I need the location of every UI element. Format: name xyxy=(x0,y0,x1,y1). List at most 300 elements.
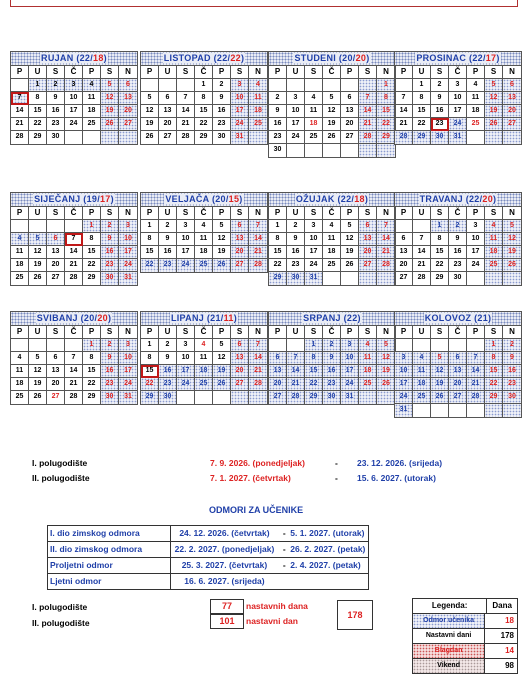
day-cell: 24 xyxy=(449,118,467,131)
day-cell: 28 xyxy=(287,391,305,404)
day-cell: 14 xyxy=(65,365,83,378)
day-cell: 25 xyxy=(359,378,377,391)
day-cell: 1 xyxy=(141,339,159,352)
day-cell: 15 xyxy=(141,365,159,378)
day-cell: 26 xyxy=(101,118,119,131)
day-cell: 8 xyxy=(195,92,213,105)
weekday-header: S xyxy=(177,66,195,79)
day-cell: 9 xyxy=(287,233,305,246)
month-days xyxy=(141,326,267,404)
weekday-header: S xyxy=(177,207,195,220)
day-cell: 9 xyxy=(159,352,177,365)
day-cell: 16 xyxy=(269,118,287,131)
day-cell: 10 xyxy=(231,92,249,105)
day-cell: 6 xyxy=(269,352,287,365)
weekday-header: Č xyxy=(449,326,467,339)
day-cell: 29 xyxy=(29,131,47,144)
day-cell: 15 xyxy=(485,365,503,378)
weekday-header: P xyxy=(467,66,485,79)
legend-value: 14 xyxy=(505,646,514,655)
day-cell: 12 xyxy=(323,105,341,118)
day-cell: 28 xyxy=(177,131,195,144)
weekday-header: N xyxy=(503,66,521,79)
month-header xyxy=(11,312,137,326)
day-cell: 17 xyxy=(287,118,305,131)
legend-value: 178 xyxy=(500,631,514,640)
day-cell: 17 xyxy=(119,365,137,378)
break-row xyxy=(48,526,368,542)
day-cell: 7 xyxy=(11,92,29,105)
day-cell: 28 xyxy=(377,259,395,272)
day-cell: 2 xyxy=(503,339,521,352)
day-cell: 20 xyxy=(159,118,177,131)
day-cell: 27 xyxy=(359,259,377,272)
empty-cell xyxy=(11,339,29,352)
day-cell: 14 xyxy=(359,105,377,118)
weekday-header: P xyxy=(395,207,413,220)
day-cell: 1 xyxy=(141,220,159,233)
day-cell: 28 xyxy=(249,378,267,391)
weekday-header: P xyxy=(269,207,287,220)
empty-cell xyxy=(287,79,305,92)
weekday-header: P xyxy=(141,326,159,339)
day-cell: 31 xyxy=(119,391,137,404)
day-cell: 28 xyxy=(249,259,267,272)
empty-cell xyxy=(359,272,377,285)
day-cell: 3 xyxy=(305,220,323,233)
empty-cell xyxy=(323,144,341,157)
day-cell: 3 xyxy=(119,339,137,352)
day-cell: 22 xyxy=(83,259,101,272)
weekday-header: P xyxy=(83,326,101,339)
day-cell: 11 xyxy=(11,246,29,259)
month-days xyxy=(11,66,137,144)
empty-cell xyxy=(29,220,47,233)
summary-2-unit: nastavni dan xyxy=(246,616,298,626)
empty-cell xyxy=(449,404,467,417)
day-cell: 17 xyxy=(119,246,137,259)
legend-value: 98 xyxy=(505,661,514,670)
day-cell: 17 xyxy=(65,105,83,118)
day-cell: 16 xyxy=(47,105,65,118)
day-cell: 2 xyxy=(323,339,341,352)
day-cell: 23 xyxy=(449,259,467,272)
empty-cell xyxy=(159,79,177,92)
day-cell: 26 xyxy=(213,378,231,391)
day-cell: 1 xyxy=(377,79,395,92)
weekday-header: S xyxy=(231,326,249,339)
weekday-header: N xyxy=(249,207,267,220)
day-cell: 24 xyxy=(65,118,83,131)
day-cell: 14 xyxy=(11,105,29,118)
day-cell: 22 xyxy=(83,378,101,391)
day-cell: 18 xyxy=(323,246,341,259)
day-cell: 21 xyxy=(249,246,267,259)
day-cell: 7 xyxy=(249,220,267,233)
day-cell: 21 xyxy=(177,118,195,131)
empty-cell xyxy=(195,391,213,404)
empty-cell xyxy=(377,391,395,404)
day-cell: 21 xyxy=(377,246,395,259)
day-cell: 7 xyxy=(395,92,413,105)
day-cell: 31 xyxy=(119,272,137,285)
empty-cell xyxy=(287,339,305,352)
day-cell: 10 xyxy=(65,92,83,105)
day-cell: 8 xyxy=(141,233,159,246)
day-cell: 16 xyxy=(503,365,521,378)
day-cell: 6 xyxy=(119,79,137,92)
day-cell: 27 xyxy=(47,272,65,285)
weekday-header: Č xyxy=(323,66,341,79)
day-cell: 1 xyxy=(413,79,431,92)
day-cell: 13 xyxy=(231,233,249,246)
day-cell: 30 xyxy=(269,144,287,157)
empty-cell xyxy=(377,144,395,157)
day-cell: 11 xyxy=(305,105,323,118)
day-cell: 19 xyxy=(503,246,521,259)
day-cell: 2 xyxy=(101,220,119,233)
day-cell: 9 xyxy=(159,233,177,246)
empty-cell xyxy=(323,272,341,285)
summary-1-label: I. polugodište xyxy=(32,602,88,612)
day-cell: 11 xyxy=(485,233,503,246)
day-cell: 27 xyxy=(231,259,249,272)
day-cell: 5 xyxy=(485,79,503,92)
day-cell: 13 xyxy=(47,365,65,378)
day-cell: 20 xyxy=(47,259,65,272)
day-cell: 22 xyxy=(195,118,213,131)
day-cell: 16 xyxy=(323,365,341,378)
day-cell: 15 xyxy=(305,365,323,378)
day-cell: 27 xyxy=(395,272,413,285)
day-cell: 10 xyxy=(119,352,137,365)
day-cell: 8 xyxy=(377,92,395,105)
day-cell: 30 xyxy=(47,131,65,144)
empty-cell xyxy=(413,404,431,417)
day-cell: 21 xyxy=(65,378,83,391)
empty-cell xyxy=(485,272,503,285)
day-cell: 23 xyxy=(101,378,119,391)
month-header xyxy=(141,52,267,66)
empty-cell xyxy=(11,220,29,233)
day-cell: 20 xyxy=(503,105,521,118)
day-cell: 18 xyxy=(359,365,377,378)
day-cell: 2 xyxy=(213,79,231,92)
day-cell: 25 xyxy=(413,391,431,404)
day-cell: 19 xyxy=(341,246,359,259)
weekday-header: P xyxy=(141,207,159,220)
day-cell: 22 xyxy=(413,118,431,131)
weekday-header: P xyxy=(213,326,231,339)
empty-cell xyxy=(47,220,65,233)
empty-cell xyxy=(305,79,323,92)
day-cell: 3 xyxy=(119,220,137,233)
weekday-header: S xyxy=(359,326,377,339)
empty-cell xyxy=(269,339,287,352)
empty-cell xyxy=(467,272,485,285)
empty-cell xyxy=(177,391,195,404)
day-cell: 5 xyxy=(323,92,341,105)
empty-cell xyxy=(341,144,359,157)
day-cell: 20 xyxy=(119,105,137,118)
day-cell: 4 xyxy=(195,339,213,352)
weekday-header: S xyxy=(47,326,65,339)
day-cell: 16 xyxy=(101,246,119,259)
day-cell: 15 xyxy=(83,365,101,378)
day-cell: 17 xyxy=(177,365,195,378)
month-days xyxy=(269,66,395,157)
month-days xyxy=(141,207,267,272)
day-cell: 24 xyxy=(119,259,137,272)
legend-swatch-label: Odmor učenika xyxy=(413,614,485,628)
month-srpanj xyxy=(268,311,396,405)
day-cell: 27 xyxy=(119,118,137,131)
day-cell: 29 xyxy=(141,391,159,404)
day-cell: 1 xyxy=(269,220,287,233)
day-cell: 5 xyxy=(341,220,359,233)
month-header xyxy=(395,312,521,326)
month-header xyxy=(11,52,137,66)
break-dash: - xyxy=(282,560,286,570)
empty-cell xyxy=(231,391,249,404)
day-cell: 23 xyxy=(269,131,287,144)
day-cell: 2 xyxy=(101,339,119,352)
empty-cell xyxy=(101,131,119,144)
weekday-header: U xyxy=(29,207,47,220)
day-cell: 26 xyxy=(485,118,503,131)
month-veljača xyxy=(140,192,268,273)
day-cell: 25 xyxy=(195,259,213,272)
day-cell: 31 xyxy=(341,391,359,404)
month-travanj xyxy=(394,192,522,286)
day-cell: 22 xyxy=(305,378,323,391)
day-cell: 15 xyxy=(269,246,287,259)
break-from: 25. 3. 2027. (četvrtak) xyxy=(181,560,268,570)
day-cell: 12 xyxy=(485,92,503,105)
day-cell: 25 xyxy=(11,391,29,404)
day-cell: 6 xyxy=(359,220,377,233)
empty-cell xyxy=(413,220,431,233)
day-cell: 3 xyxy=(177,339,195,352)
empty-cell xyxy=(431,404,449,417)
day-cell: 25 xyxy=(485,259,503,272)
day-cell: 12 xyxy=(141,105,159,118)
day-cell: 11 xyxy=(413,365,431,378)
day-cell: 12 xyxy=(431,365,449,378)
day-cell: 9 xyxy=(431,92,449,105)
day-cell: 16 xyxy=(287,246,305,259)
day-cell: 10 xyxy=(287,105,305,118)
day-cell: 6 xyxy=(47,233,65,246)
day-cell: 23 xyxy=(287,259,305,272)
day-cell: 18 xyxy=(485,246,503,259)
day-cell: 24 xyxy=(395,391,413,404)
day-cell: 14 xyxy=(249,233,267,246)
day-cell: 5 xyxy=(431,352,449,365)
day-cell: 13 xyxy=(449,365,467,378)
month-studeni xyxy=(268,51,396,158)
weekday-header: S xyxy=(101,66,119,79)
day-cell: 25 xyxy=(249,118,267,131)
day-cell: 22 xyxy=(141,378,159,391)
day-cell: 13 xyxy=(269,365,287,378)
weekday-header: S xyxy=(305,66,323,79)
weekday-header: Č xyxy=(65,326,83,339)
day-cell: 17 xyxy=(305,246,323,259)
day-cell: 10 xyxy=(177,233,195,246)
day-cell: 5 xyxy=(503,220,521,233)
day-cell: 29 xyxy=(83,272,101,285)
weekday-header: S xyxy=(431,326,449,339)
day-cell: 6 xyxy=(395,233,413,246)
semester-1-start: 7. 9. 2026. (ponedjeljak) xyxy=(210,458,305,468)
empty-cell xyxy=(485,131,503,144)
day-cell: 25 xyxy=(11,272,29,285)
weekday-header: S xyxy=(231,207,249,220)
day-cell: 20 xyxy=(341,118,359,131)
day-cell: 2 xyxy=(47,79,65,92)
day-cell: 18 xyxy=(195,365,213,378)
month-title: OŽUJAK (22/18) xyxy=(295,194,369,204)
month-title: TRAVANJ (22/20) xyxy=(419,194,497,204)
day-cell: 27 xyxy=(341,131,359,144)
day-cell: 7 xyxy=(377,220,395,233)
semester-1-label: I. polugodište xyxy=(32,458,88,468)
day-cell: 19 xyxy=(377,365,395,378)
day-cell: 18 xyxy=(467,105,485,118)
day-cell: 7 xyxy=(65,352,83,365)
empty-cell xyxy=(503,404,521,417)
day-cell: 22 xyxy=(29,118,47,131)
break-row xyxy=(48,542,368,558)
day-cell: 17 xyxy=(449,105,467,118)
semester-2-label: II. polugodište xyxy=(32,473,90,483)
weekday-header: P xyxy=(141,66,159,79)
day-cell: 4 xyxy=(323,220,341,233)
day-cell: 26 xyxy=(141,131,159,144)
weekday-header: Č xyxy=(65,207,83,220)
day-cell: 19 xyxy=(29,378,47,391)
day-cell: 30 xyxy=(323,391,341,404)
top-border-frame xyxy=(10,0,518,7)
break-label: I. dio zimskog odmora xyxy=(48,526,171,541)
day-cell: 5 xyxy=(101,79,119,92)
weekday-header: Č xyxy=(323,326,341,339)
legend-swatch-label: Nastavni dani xyxy=(413,629,485,643)
day-cell: 18 xyxy=(11,259,29,272)
day-cell: 29 xyxy=(83,391,101,404)
day-cell: 14 xyxy=(287,365,305,378)
day-cell: 3 xyxy=(177,220,195,233)
month-days xyxy=(269,207,395,285)
break-label: Ljetni odmor xyxy=(48,574,171,589)
month-days xyxy=(395,66,521,144)
summary-total: 178 xyxy=(337,600,373,630)
day-cell: 19 xyxy=(141,118,159,131)
day-cell: 3 xyxy=(65,79,83,92)
weekday-header: P xyxy=(269,66,287,79)
day-cell: 8 xyxy=(485,352,503,365)
day-cell: 7 xyxy=(65,233,83,246)
day-cell: 23 xyxy=(159,378,177,391)
empty-cell xyxy=(359,79,377,92)
day-cell: 21 xyxy=(11,118,29,131)
day-cell: 5 xyxy=(377,339,395,352)
day-cell: 30 xyxy=(503,391,521,404)
day-cell: 10 xyxy=(119,233,137,246)
weekday-header: P xyxy=(83,207,101,220)
day-cell: 1 xyxy=(195,79,213,92)
month-listopad xyxy=(140,51,268,145)
weekday-header: P xyxy=(467,326,485,339)
day-cell: 26 xyxy=(377,378,395,391)
day-cell: 11 xyxy=(467,92,485,105)
day-cell: 3 xyxy=(287,92,305,105)
day-cell: 12 xyxy=(101,92,119,105)
month-title: SRPANJ (22) xyxy=(303,313,361,323)
break-row xyxy=(48,574,368,589)
day-cell: 7 xyxy=(177,92,195,105)
weekday-header: N xyxy=(119,326,137,339)
weekday-header: P xyxy=(11,66,29,79)
semester-2-start: 7. 1. 2027. (četvrtak) xyxy=(210,473,291,483)
day-cell: 23 xyxy=(503,378,521,391)
day-cell: 26 xyxy=(503,259,521,272)
day-cell: 20 xyxy=(395,259,413,272)
day-cell: 23 xyxy=(323,378,341,391)
day-cell: 5 xyxy=(29,233,47,246)
month-title: KOLOVOZ (21) xyxy=(424,313,492,323)
break-from: 16. 6. 2027. (srijeda) xyxy=(184,576,265,586)
day-cell: 4 xyxy=(467,79,485,92)
day-cell: 1 xyxy=(29,79,47,92)
weekday-header: P xyxy=(395,326,413,339)
empty-cell xyxy=(503,272,521,285)
empty-cell xyxy=(413,339,431,352)
month-kolovoz xyxy=(394,311,522,418)
legend-row xyxy=(413,614,517,629)
day-cell: 8 xyxy=(141,352,159,365)
empty-cell xyxy=(395,339,413,352)
day-cell: 12 xyxy=(213,352,231,365)
day-cell: 17 xyxy=(177,246,195,259)
weekday-header: Č xyxy=(65,66,83,79)
day-cell: 26 xyxy=(323,131,341,144)
empty-cell xyxy=(341,272,359,285)
day-cell: 23 xyxy=(101,259,119,272)
day-cell: 13 xyxy=(395,246,413,259)
break-row xyxy=(48,558,368,574)
day-cell: 30 xyxy=(213,131,231,144)
weekday-header: S xyxy=(359,66,377,79)
day-cell: 22 xyxy=(141,259,159,272)
weekday-header: U xyxy=(287,326,305,339)
semester-1-dash: - xyxy=(335,458,338,468)
day-cell: 7 xyxy=(467,352,485,365)
day-cell: 26 xyxy=(29,391,47,404)
day-cell: 9 xyxy=(213,92,231,105)
breaks-table xyxy=(47,525,369,590)
weekday-header: S xyxy=(101,326,119,339)
break-dash: - xyxy=(282,528,286,538)
weekday-header: U xyxy=(413,207,431,220)
empty-cell xyxy=(47,339,65,352)
day-cell: 4 xyxy=(11,233,29,246)
weekday-header: S xyxy=(305,326,323,339)
empty-cell xyxy=(503,131,521,144)
day-cell: 20 xyxy=(47,378,65,391)
weekday-header: U xyxy=(413,66,431,79)
